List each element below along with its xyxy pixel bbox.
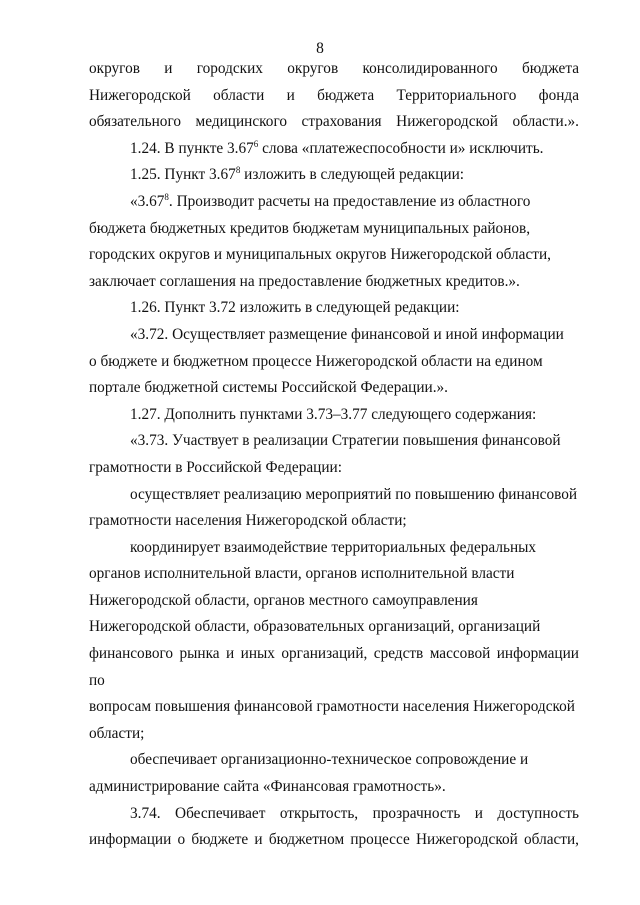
text-line: округов и городских округов консолидированного бюджета [89,60,579,77]
text-line: бюджета бюджетных кредитов бюджетам муниципальных районов, [89,219,531,237]
text-line: информации о бюджете и бюджетном процессе Нижегородской области, [89,831,579,849]
text-line: осуществляет реализацию мероприятий по повышению финансовой [130,485,578,503]
paragraph-continuation [89,56,579,136]
document-body [89,56,579,854]
paragraph-1-24 [89,136,579,163]
paragraph-3-72 [89,322,579,402]
paragraph-1-25 [89,162,579,189]
superscript: 6 [253,138,259,149]
paragraph-1-27: 1.27. Дополнить пунктами 3.73–3.77 следующего содержания: [130,405,537,423]
text-line: вопросам повышения финансовой грамотности населения Нижегородской [89,698,575,716]
text-line: о бюджете и бюджетном процессе Нижегородской области на едином [89,352,543,370]
paragraph-3-73 [89,428,579,481]
text-line: администрирование сайта «Финансовая грамотность». [89,778,446,796]
text-line: координирует взаимодействие территориальных федеральных [130,538,537,556]
text-run: слова «платежеспособности и» исключить. [258,139,544,157]
text-line: Нижегородской области, образовательных организаций, организаций [89,618,541,636]
text-line: Нижегородской области и бюджета Территориального фонда [89,86,579,104]
text-run: «3.67 [130,192,165,210]
text-line: области; [89,724,145,742]
text-line: «3.73. Участвует в реализации Стратегии повышения финансовой [130,432,561,450]
text-line: финансового рынка и иных организаций, средств массовой информации по [89,645,579,689]
text-line: портале бюджетной системы Российской Федерации.». [89,379,448,397]
paragraph-ensures [89,747,579,800]
paragraph-coordinates [89,535,579,748]
text-line: Нижегородской области, органов местного самоуправления [89,591,478,609]
text-run: . [168,192,173,210]
text-line: грамотности в Российской Федерации: [89,458,342,476]
text-line: грамотности населения Нижегородской области; [89,512,407,530]
paragraph-1-26: 1.26. Пункт 3.72 изложить в следующей редакции: [130,299,460,317]
text-line: обеспечивает организационно-техническое сопровождение и [130,751,529,769]
superscript: 8 [164,191,169,202]
paragraph-3-74 [89,801,579,854]
paragraph-implements [89,482,579,535]
text-line: обязательного медицинского страхования Нижегородской области.». [89,113,579,131]
superscript: 8 [235,165,241,176]
text-line: заключает соглашения на предоставление бюджетных кредитов.». [89,272,520,290]
text-run: 1.24. В пункте 3.67 [130,139,254,157]
text-run: 1.25. Пункт 3.67 [130,166,236,184]
paragraph-3-67-8 [89,189,579,295]
text-line: городских округов и муниципальных округов Нижегородской области, [89,246,551,264]
text-run: изложить в следующей редакции: [240,166,465,184]
page-number: 8 [316,40,324,57]
text-line: органов исполнительной власти, органов исполнительной власти [89,565,515,583]
text-line: 3.74. Обеспечивает открытость, прозрачность и доступность [130,804,579,822]
text-line: «3.72. Осуществляет размещение финансовой и иной информации [130,325,564,343]
text-line: Производит расчеты на предоставление из областного [172,192,531,210]
